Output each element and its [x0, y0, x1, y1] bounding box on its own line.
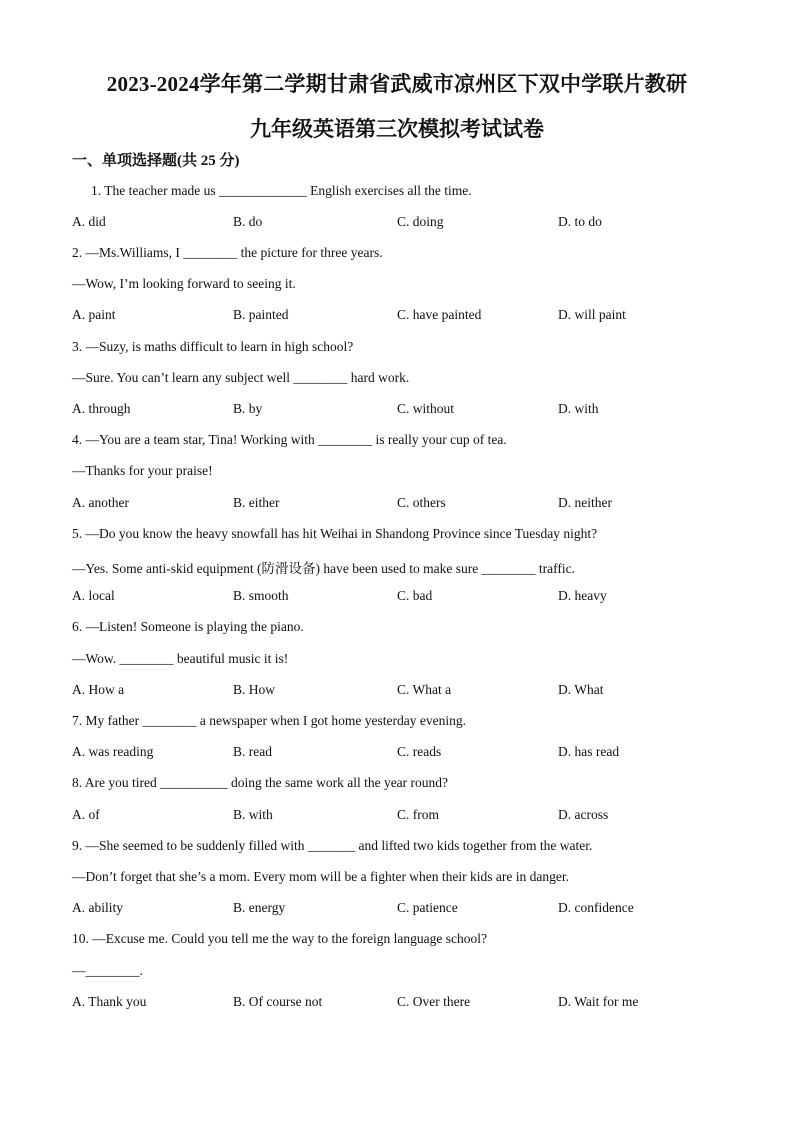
- question-stem: 3. —Suzy, is maths difficult to learn in high school?: [72, 339, 354, 354]
- option-row: [0, 401, 794, 419]
- option-c: C. from: [397, 807, 439, 822]
- option-d: D. Wait for me: [558, 994, 639, 1009]
- option-b: B. with: [233, 807, 273, 822]
- option-c: C. bad: [397, 588, 433, 603]
- option-d: D. to do: [558, 214, 602, 229]
- option-d: D. What: [558, 682, 604, 697]
- option-a: A. another: [72, 495, 129, 510]
- question-stem: 1. The teacher made us _____________ English exercises all the time.: [91, 183, 472, 198]
- option-b: B. Of course not: [233, 994, 323, 1009]
- question-stem: 10. —Excuse me. Could you tell me the way to the foreign language school?: [72, 931, 488, 946]
- option-row: [0, 807, 794, 825]
- option-row: [0, 588, 794, 606]
- option-c: C. others: [397, 495, 446, 510]
- option-b: B. smooth: [233, 588, 289, 603]
- question-dialogue-line: —Wow. ________ beautiful music it is!: [72, 651, 289, 666]
- option-row: [0, 214, 794, 232]
- option-row: [0, 307, 794, 325]
- section-heading: 一、单项选择题(共 25 分): [72, 153, 240, 169]
- option-b: B. painted: [233, 307, 289, 322]
- question-stem: 4. —You are a team star, Tina! Working with ________ is really your cup of tea.: [72, 432, 507, 447]
- option-b: B. energy: [233, 900, 286, 915]
- exam-title-line1: 2023-2024学年第二学期甘肃省武威市凉州区下双中学联片教研: [106, 72, 688, 96]
- option-row: [0, 994, 794, 1012]
- option-d: D. heavy: [558, 588, 607, 603]
- question-stem: 9. —She seemed to be suddenly filled with _______ and lifted two kids together from the water.: [72, 838, 593, 853]
- question-dialogue-line: —Yes. Some anti-skid equipment (防滑设备) have been used to make sure ________ traffic.: [72, 561, 576, 576]
- option-a: A. through: [72, 401, 131, 416]
- option-row: [0, 682, 794, 700]
- option-a: A. paint: [72, 307, 116, 322]
- option-d: D. confidence: [558, 900, 634, 915]
- question-dialogue-line: —Thanks for your praise!: [72, 463, 213, 478]
- question-dialogue-line: —Wow, I’m looking forward to seeing it.: [72, 276, 296, 291]
- question-dialogue-line: —Don’t forget that she’s a mom. Every mom will be a fighter when their kids are in danger.: [72, 869, 570, 884]
- question-stem: 8. Are you tired __________ doing the same work all the year round?: [72, 775, 449, 790]
- option-d: D. neither: [558, 495, 612, 510]
- option-b: B. either: [233, 495, 280, 510]
- option-d: D. will paint: [558, 307, 626, 322]
- option-a: A. of: [72, 807, 100, 822]
- exam-title-line2: 九年级英语第三次模拟考试试卷: [250, 117, 544, 141]
- question-stem: 7. My father ________ a newspaper when I got home yesterday evening.: [72, 713, 467, 728]
- question-dialogue-line: —Sure. You can’t learn any subject well ________ hard work.: [72, 370, 410, 385]
- option-b: B. by: [233, 401, 263, 416]
- option-a: A. Thank you: [72, 994, 147, 1009]
- option-b: B. do: [233, 214, 263, 229]
- question-stem: 2. —Ms.Williams, I ________ the picture for three years.: [72, 245, 383, 260]
- option-a: A. was reading: [72, 744, 154, 759]
- option-b: B. How: [233, 682, 276, 697]
- option-a: A. did: [72, 214, 106, 229]
- option-c: C. patience: [397, 900, 458, 915]
- option-c: C. have painted: [397, 307, 482, 322]
- option-row: [0, 495, 794, 513]
- question-dialogue-line: —________.: [72, 963, 143, 978]
- option-a: A. How a: [72, 682, 125, 697]
- option-d: D. with: [558, 401, 599, 416]
- option-c: C. without: [397, 401, 455, 416]
- option-row: [0, 744, 794, 762]
- option-c: C. What a: [397, 682, 452, 697]
- option-a: A. ability: [72, 900, 123, 915]
- option-d: D. has read: [558, 744, 620, 759]
- option-d: D. across: [558, 807, 609, 822]
- option-c: C. reads: [397, 744, 442, 759]
- question-stem: 6. —Listen! Someone is playing the piano.: [72, 619, 304, 634]
- question-stem: 5. —Do you know the heavy snowfall has hit Weihai in Shandong Province since Tuesday night?: [72, 526, 598, 541]
- option-c: C. doing: [397, 214, 444, 229]
- option-b: B. read: [233, 744, 272, 759]
- option-a: A. local: [72, 588, 115, 603]
- option-c: C. Over there: [397, 994, 471, 1009]
- option-row: [0, 900, 794, 918]
